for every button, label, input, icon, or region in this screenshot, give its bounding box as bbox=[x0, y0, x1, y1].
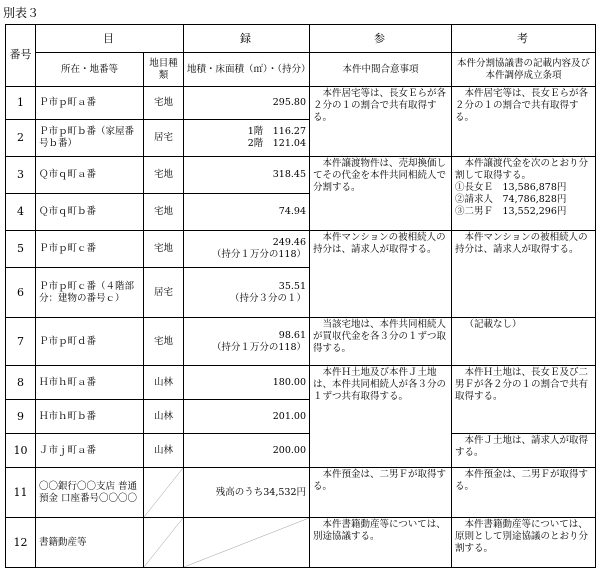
row-category: 宅地 bbox=[144, 194, 184, 231]
row-number: 12 bbox=[6, 518, 36, 568]
header-moku: 目 bbox=[36, 25, 184, 53]
area-line: 35.51 bbox=[278, 280, 306, 292]
row-area: 201.00 bbox=[184, 400, 310, 434]
header-location: 所在・地番等 bbox=[36, 53, 144, 87]
agreement-group-6: 本件預金は、二男Ｆが取得する。 bbox=[310, 468, 452, 518]
table-row bbox=[6, 366, 596, 400]
final-group-5: 本件Ｈ土地は、長女Ｅ及び二男Ｆが各２分の１の割合で共有取得する。 bbox=[452, 366, 596, 434]
row-area: 200.00 bbox=[184, 434, 310, 468]
table-row bbox=[6, 468, 596, 518]
row-area bbox=[184, 120, 310, 157]
row-location: Ｈ市ｈ町ａ番 bbox=[36, 366, 144, 400]
final-group-2-intro: 本件譲渡代金を次のとおり分割して取得する。 bbox=[455, 158, 589, 181]
agreement-group-2: 本件譲渡物件は、売却換価してその代金を本件共同相続人で分割する。 bbox=[310, 157, 452, 231]
row-category-empty bbox=[144, 518, 184, 568]
row-location: Ｑ市ｑ町ａ番 bbox=[36, 157, 144, 194]
table-row bbox=[6, 87, 596, 120]
area-line: 1階 116.27 bbox=[247, 126, 306, 138]
row-area bbox=[184, 268, 310, 318]
row-category: 宅地 bbox=[144, 231, 184, 268]
row-category: 居宅 bbox=[144, 268, 184, 318]
row-area: 180.00 bbox=[184, 366, 310, 400]
row-area bbox=[184, 231, 310, 268]
row-area bbox=[184, 318, 310, 366]
diagonal-slash bbox=[144, 468, 183, 517]
area-line: （持分３分の１） bbox=[229, 292, 306, 304]
table-row bbox=[6, 434, 596, 468]
diagonal-slash bbox=[144, 518, 183, 567]
row-area: 295.80 bbox=[184, 87, 310, 120]
table-caption: 別表３ bbox=[3, 6, 40, 20]
row-category: 山林 bbox=[144, 400, 184, 434]
area-line: 98.61 bbox=[278, 329, 306, 341]
header-category: 地目種類 bbox=[144, 53, 184, 87]
row-area: 残高のうち34,532円 bbox=[184, 468, 310, 518]
area-line: 2階 121.04 bbox=[247, 138, 306, 149]
row-location: Ｊ市ｊ町ａ番 bbox=[36, 434, 144, 468]
final-group-2-line: ③二男Ｆ 13,552,296円 bbox=[455, 205, 567, 217]
row-area: 318.45 bbox=[184, 157, 310, 194]
final-group-7: 本件預金は、二男Ｆが取得する。 bbox=[452, 468, 596, 518]
final-group-1: 本件居宅等は、長女Ｅらが各２分の１の割合で共有取得する。 bbox=[452, 87, 596, 157]
table-row bbox=[6, 318, 596, 366]
area-line: （持分１万分の118） bbox=[211, 341, 306, 353]
header-agreement: 本件中間合意事項 bbox=[310, 53, 452, 87]
row-location: Ｐ市ｐ町ｃ番（４階部分：建物の番号ｃ） bbox=[36, 268, 144, 318]
table-row bbox=[6, 157, 596, 194]
row-location: Ｑ市ｑ町ｂ番 bbox=[36, 194, 144, 231]
row-location: Ｐ市ｐ町ｂ番（家屋番号ｂ番） bbox=[36, 120, 144, 157]
header-final: 本件分割協議書の記載内容及び本件調停成立条項 bbox=[452, 53, 596, 87]
row-category: 宅地 bbox=[144, 87, 184, 120]
row-category: 居宅 bbox=[144, 120, 184, 157]
row-location: 書籍動産等 bbox=[36, 518, 144, 568]
row-number: 7 bbox=[6, 318, 36, 366]
row-number: 1 bbox=[6, 87, 36, 120]
row-area-empty bbox=[184, 518, 310, 568]
row-number: 2 bbox=[6, 120, 36, 157]
agreement-group-5: 本件Ｈ土地及び本件Ｊ土地は、本件共同相続人が各３分の１ずつ共有取得する。 bbox=[310, 366, 452, 468]
header-number bbox=[6, 25, 36, 87]
property-table bbox=[5, 24, 596, 568]
row-number: 9 bbox=[6, 400, 36, 434]
header-san: 参 bbox=[310, 25, 452, 53]
header-area: 地積・床面積（㎡）・（持分） bbox=[184, 53, 310, 87]
table-row bbox=[6, 518, 596, 568]
row-category: 山林 bbox=[144, 434, 184, 468]
final-group-3: 本件マンションの被相続人の持分は、請求人が取得する。 bbox=[452, 231, 596, 318]
header-number-text: 番号 bbox=[9, 48, 32, 62]
row-area: 74.94 bbox=[184, 194, 310, 231]
row-location: Ｐ市ｐ町ｄ番 bbox=[36, 318, 144, 366]
agreement-group-3: 本件マンションの被相続人の持分は、請求人が取得する。 bbox=[310, 231, 452, 318]
row-location: 〇〇銀行〇〇支店 普通預金 口座番号〇〇〇〇 bbox=[36, 468, 144, 518]
row-number: 5 bbox=[6, 231, 36, 268]
row-category-empty bbox=[144, 468, 184, 518]
final-group-6: 本件Ｊ土地は、請求人が取得する。 bbox=[452, 434, 596, 468]
row-location: Ｈ市ｈ町ｂ番 bbox=[36, 400, 144, 434]
row-location: Ｐ市ｐ町ａ番 bbox=[36, 87, 144, 120]
row-number: 4 bbox=[6, 194, 36, 231]
area-line: （持分１万分の118） bbox=[211, 249, 306, 260]
header-roku: 録 bbox=[184, 25, 310, 53]
row-category: 宅地 bbox=[144, 157, 184, 194]
row-category: 山林 bbox=[144, 366, 184, 400]
row-number: 6 bbox=[6, 268, 36, 318]
row-location: Ｐ市ｐ町ｃ番 bbox=[36, 231, 144, 268]
row-number: 11 bbox=[6, 468, 36, 518]
agreement-group-7: 本件書籍動産等については、別途協議する。 bbox=[310, 518, 452, 568]
final-group-8: 本件書籍動産等については、原則として別途協議のとおり分割する。 bbox=[452, 518, 596, 568]
row-number: 3 bbox=[6, 157, 36, 194]
agreement-group-4: 当該宅地は、本件共同相続人が買収代金を各３分の１ずつ取得する。 bbox=[310, 318, 452, 366]
final-group-4: （記載なし） bbox=[452, 318, 596, 366]
row-category: 宅地 bbox=[144, 318, 184, 366]
header-kou: 考 bbox=[452, 25, 596, 53]
final-group-2-line: ①長女Ｅ 13,586,878円 bbox=[455, 181, 567, 193]
row-number: 10 bbox=[6, 434, 36, 468]
row-number: 8 bbox=[6, 366, 36, 400]
diagonal-slash bbox=[184, 518, 309, 567]
final-group-2-line: ②請求人 74,786,828円 bbox=[455, 193, 567, 205]
final-group-2 bbox=[452, 157, 596, 231]
table-row bbox=[6, 231, 596, 268]
area-line: 249.46 bbox=[272, 237, 306, 249]
agreement-group-1: 本件居宅等は、長女Ｅらが各２分の１の割合で共有取得する。 bbox=[310, 87, 452, 157]
